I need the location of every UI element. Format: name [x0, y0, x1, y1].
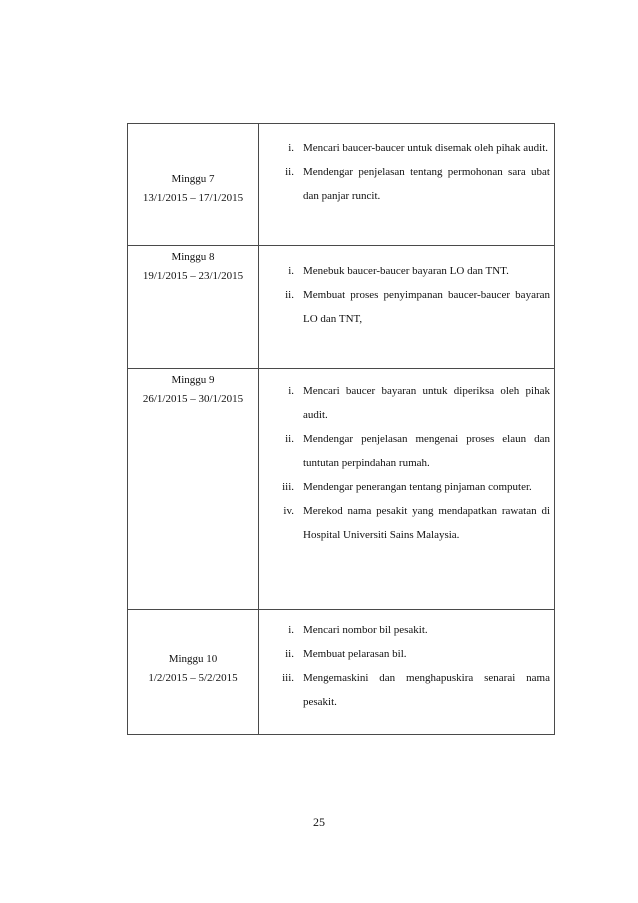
task-number: i.: [288, 265, 294, 277]
task-cell: [259, 369, 555, 610]
week-label-group: [128, 246, 258, 368]
list-item: [259, 136, 554, 160]
list-item: [259, 283, 554, 331]
week-cell: [128, 124, 259, 246]
task-number: ii.: [285, 166, 294, 178]
table-row: [128, 246, 555, 369]
task-number: i.: [288, 624, 294, 636]
list-item: [259, 427, 554, 475]
table-row: [128, 124, 555, 246]
week-label-group: [128, 124, 258, 245]
table-row: [128, 369, 555, 610]
task-cell: [259, 124, 555, 246]
task-number: ii.: [285, 289, 294, 301]
week-label-group: [128, 610, 258, 734]
list-item: [259, 618, 554, 642]
week-dates: 26/1/2015 – 30/1/2015: [142, 393, 244, 405]
week-label: Minggu 8: [171, 251, 215, 263]
week-dates: 19/1/2015 – 23/1/2015: [142, 270, 244, 282]
task-number: iv.: [283, 505, 294, 517]
page-number: 25: [313, 815, 325, 829]
task-text: Membuat pelarasan bil.: [303, 648, 407, 660]
week-cell: [128, 610, 259, 735]
week-label: Minggu 10: [168, 653, 218, 665]
task-text: Mendengar penjelasan tentang permohonan sara ubat dan panjar runcit.: [303, 166, 550, 202]
task-text: Menebuk baucer-baucer bayaran LO dan TNT.: [303, 265, 509, 277]
table-row: [128, 610, 555, 735]
list-item: [259, 160, 554, 208]
task-list: [259, 259, 554, 331]
task-text: Merekod nama pesakit yang mendapatkan rawatan di Hospital Universiti Sains Malaysia.: [303, 505, 550, 541]
task-list: [259, 618, 554, 714]
task-text: Mencari baucer-baucer untuk disemak oleh pihak audit.: [303, 142, 549, 154]
task-text: Mencari nombor bil pesakit.: [303, 624, 428, 636]
task-text: Mendengar penerangan tentang pinjaman computer.: [303, 481, 532, 493]
task-number: ii.: [285, 648, 294, 660]
task-cell: [259, 246, 555, 369]
task-number: i.: [288, 385, 294, 397]
list-item: [259, 379, 554, 427]
task-number: iii.: [282, 481, 294, 493]
week-dates: 1/2/2015 – 5/2/2015: [148, 672, 238, 684]
task-cell: [259, 610, 555, 735]
week-label: Minggu 7: [171, 172, 215, 185]
list-item: [259, 642, 554, 666]
task-text: Mencari baucer bayaran untuk diperiksa oleh pihak audit.: [303, 385, 550, 421]
weekly-schedule-table: [127, 123, 555, 735]
week-dates: 13/1/2015 – 17/1/2015: [142, 191, 244, 204]
week-cell: [128, 369, 259, 610]
task-text: Mendengar penjelasan mengenai proses elaun dan tuntutan perpindahan rumah.: [303, 433, 550, 469]
task-number: i.: [288, 142, 294, 154]
task-number: ii.: [285, 433, 294, 445]
task-list: [259, 136, 554, 208]
week-label: Minggu 9: [171, 374, 215, 386]
task-number: iii.: [282, 672, 294, 684]
task-list: [259, 379, 554, 547]
list-item: [259, 259, 554, 283]
list-item: [259, 499, 554, 547]
week-cell: [128, 246, 259, 369]
task-text: Membuat proses penyimpanan baucer-baucer bayaran LO dan TNT,: [303, 289, 550, 325]
week-label-group: [128, 369, 258, 609]
task-text: Mengemaskini dan menghapuskira senarai nama pesakit.: [303, 672, 550, 708]
list-item: [259, 666, 554, 714]
list-item: [259, 475, 554, 499]
